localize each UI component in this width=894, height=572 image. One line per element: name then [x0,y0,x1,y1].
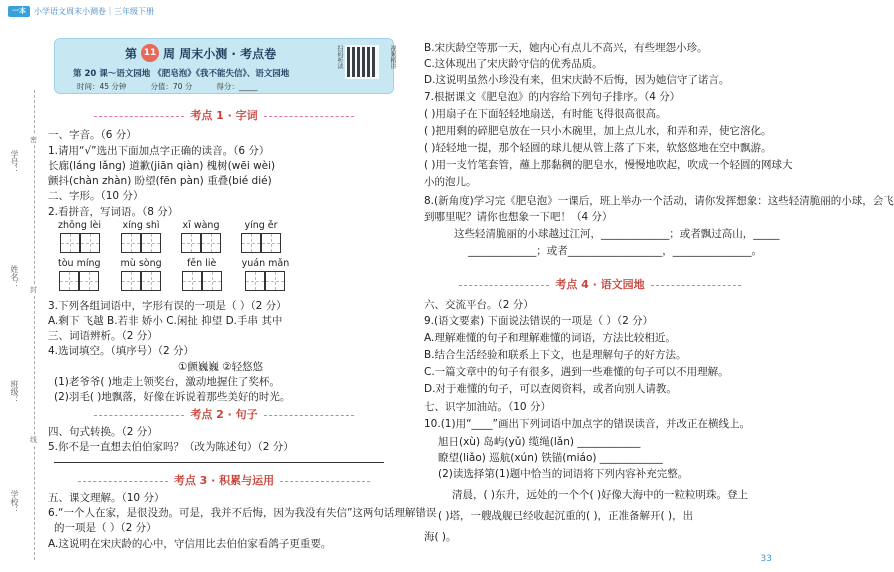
question-line: 二、字形。（10 分） [48,190,144,202]
writing-box[interactable] [80,233,100,253]
question-line: 长廊(láng lǎng) 道歉(jiān qiàn) 槐树(wēi wèi) [48,160,276,172]
cut-mark-xian: 线 [30,436,37,444]
pinyin-label: tòu míng [58,258,101,269]
pinyin-writing-cell[interactable] [241,220,281,253]
question-line: 四、句式转换。（2 分） [48,426,158,438]
question-line: 三、词语辨析。（2 分） [48,330,158,342]
pinyin-grid-row-2 [58,258,289,291]
writing-box[interactable] [202,271,222,291]
question-line: C.一篇文章中的句子有很多，遇到一些难懂的句子可以不用理解。 [424,366,729,378]
pinyin-writing-cell[interactable] [58,220,101,253]
writing-box[interactable] [141,271,161,291]
question-line: (2)羽毛( )地飘落，好像在诉说着那些美好的时光。 [54,391,291,403]
cut-mark-mi: 密 [30,136,37,144]
writing-box[interactable] [245,271,265,291]
quiz-title: 第 11 周 周末小测 · 考点卷 [125,44,276,62]
question-line: D.这说明虽然小珍没有来，但宋庆龄不后悔，因为她信守了诺言。 [424,74,730,86]
question-line: 海( )。 [424,531,457,543]
question-line: ( )塔，一艘战舰已经收起沉重的( )，正准备解开( )，出 [438,510,694,522]
writing-box[interactable] [59,271,79,291]
question-line: 6.“一个人在家，是很没劲。可是，我并不后悔，因为我没有失信”这两句话理解错误 [48,507,437,519]
section-heading: 考点 2 · 句子 [48,406,400,422]
class-label: 班级： [10,380,19,404]
question-line: 清晨，( )东升，远处的一个个( )好像大海中的一粒粒明珠。登上 [452,489,749,501]
top-bar [8,4,154,18]
question-line: A.剩下 飞越 B.若非 娇小 C.闲扯 抑望 D.手串 其中 [48,315,283,327]
answer-line [54,462,384,463]
question-line: 2.看拼音，写词语。（8 分） [48,206,179,218]
pinyin-label: zhōng lèi [58,220,102,231]
question-line: 5.你不是一直想去伯伯家吗？（改为陈述句）（2 分） [48,441,294,453]
total-score-label: 分值：70 分 [150,82,193,91]
question-line: (1)老爷爷( )地走上领奖台，激动地握住了奖杯。 [54,376,280,388]
question-line: ( )用扇子在下面轻轻地扇送，有时能飞得很高很高。 [424,108,667,120]
pinyin-writing-cell[interactable] [182,258,222,291]
question-line: ( )轻轻地一提，那个轻圆的球儿便从管上落了下来，软悠悠地在空中飘游。 [424,142,772,154]
question-line: A.理解难懂的句子和理解难懂的词语，方法比较相近。 [424,332,676,344]
quiz-header [54,38,394,94]
pinyin-writing-cell[interactable] [121,220,161,253]
cut-mark-feng: 封 [30,286,37,294]
question-line: 1.请用“√”选出下面加点字正确的读音。（6 分） [48,145,270,157]
pinyin-label: fēn liè [186,258,217,269]
question-line: 颤抖(chàn zhàn) 盼望(fēn pàn) 重叠(bié dié) [48,175,272,187]
writing-box[interactable] [182,271,202,291]
question-line: 10.(1)用“____”画出下列词语中加点字的错误读音，并改正在横线上。 [424,418,750,430]
time-label: 时间：45 分钟 [77,82,127,91]
week-number-badge: 11 [141,44,159,62]
question-line: A.这说明在宋庆龄的心中，守信用比去伯伯家看鸽子更重要。 [48,538,332,550]
question-line: 七、识字加油站。（10 分） [424,401,551,413]
question-line: _____________；或者__________________，_______________。 [468,245,762,257]
question-line: 小的泡儿。 [424,176,477,188]
question-line: 到哪里呢？请你也想象一下吧！（4 分） [424,211,613,223]
name-label: 姓名： [10,265,19,289]
question-line: 一、字音。（6 分） [48,129,137,141]
pinyin-grid-row-1 [58,220,281,253]
pinyin-writing-cell[interactable] [181,220,221,253]
question-line: 7.根据课文《肥皂泡》的内容给下列句子排序。（4 分） [424,91,681,103]
writing-box[interactable] [79,271,99,291]
pinyin-label: yuán mǎn [241,258,290,269]
brand-logo: 一本 [8,6,30,17]
question-line: (2)读选择第(1)题中恰当的词语将下列内容补充完整。 [438,468,689,480]
pinyin-writing-cell[interactable] [58,258,101,291]
question-line: ①颤巍巍 ②轻悠悠 [178,361,264,373]
question-line: 4.选词填空。（填序号）（2 分） [48,345,195,357]
question-line: ( )把用剩的碎肥皂放在一只小木碗里，加上点儿水，和弄和弄，使它溶化。 [424,125,772,137]
writing-box[interactable] [181,233,201,253]
pinyin-label: yíng ěr [244,220,278,231]
qr-left-label: 扫码听读 [336,45,343,69]
question-line: 8.(新角度)学习完《肥皂泡》一课后，班上举办一个活动，请你发挥想象：这些轻清脆丽的小球，会飞 [424,195,894,207]
question-line: B.宋庆龄空等那一天，她内心有点儿不高兴，有些埋怨小珍。 [424,42,708,54]
question-line: 9.(语文要素) 下面说法错误的一项是（ ）（2 分） [424,315,654,327]
writing-box[interactable] [261,233,281,253]
question-line: 3.下列各组词语中，字形有误的一项是（ ）（2 分） [48,300,287,312]
question-line: 的一项是（ ）（2 分） [54,522,157,534]
writing-box[interactable] [141,233,161,253]
question-line: C.这体现出了宋庆龄守信的优秀品质。 [424,58,603,70]
writing-box[interactable] [241,233,261,253]
question-line: 旭日(xù) 岛屿(yǔ) 缆绳(lǎn) ____________ [438,436,641,448]
writing-box[interactable] [121,233,141,253]
quiz-subtitle: 第 20 课～语文园地 《肥皂泡》《我不能失信》、语文园地 [73,69,290,79]
question-line: 瞭望(liǎo) 巡航(xún) 铁锚(miáo) ____________ [438,452,663,464]
book-title: 小学语文周末小测卷｜三年级下册 [34,6,154,16]
question-line: 这些轻清脆丽的小球越过江河，_____________；或者飘过高山，_____ [454,228,780,240]
page-number: 33 [760,554,772,564]
pinyin-label: xíng shì [122,220,160,231]
pinyin-label: xī wàng [182,220,220,231]
school-label: 学校： [10,490,19,514]
pinyin-writing-cell[interactable] [242,258,290,291]
section-heading: 考点 1 · 字词 [48,107,400,123]
question-line: 五、课文理解。（10 分） [48,492,165,504]
student-id-label: 学号： [10,150,19,174]
question-line: ( )用一支竹笔套管，蘸上那黏稠的肥皂水，慢慢地吹起，吹成一个轻圆的网球大 [424,159,793,171]
question-line: 六、交流平台。（2 分） [424,299,534,311]
quiz-meta [77,81,258,92]
pinyin-label: mù sòng [120,258,162,269]
question-line: B.结合生活经验和联系上下文，也是理解句子的好方法。 [424,349,687,361]
binding-margin [6,90,42,560]
score-field: 得分：_____ [216,82,258,91]
writing-box[interactable] [121,271,141,291]
section-heading: 考点 3 · 积累与运用 [48,472,400,488]
pinyin-writing-cell[interactable] [121,258,162,291]
qr-right-label: 视频精讲 [389,45,396,69]
cut-line [34,90,35,560]
question-line: D.对于难懂的句子，可以查阅资料，或者向别人请教。 [424,383,677,395]
writing-box[interactable] [60,233,80,253]
qr-code-icon[interactable] [345,45,379,79]
writing-box[interactable] [201,233,221,253]
writing-box[interactable] [265,271,285,291]
section-heading: 考点 4 · 语文园地 [424,276,776,292]
